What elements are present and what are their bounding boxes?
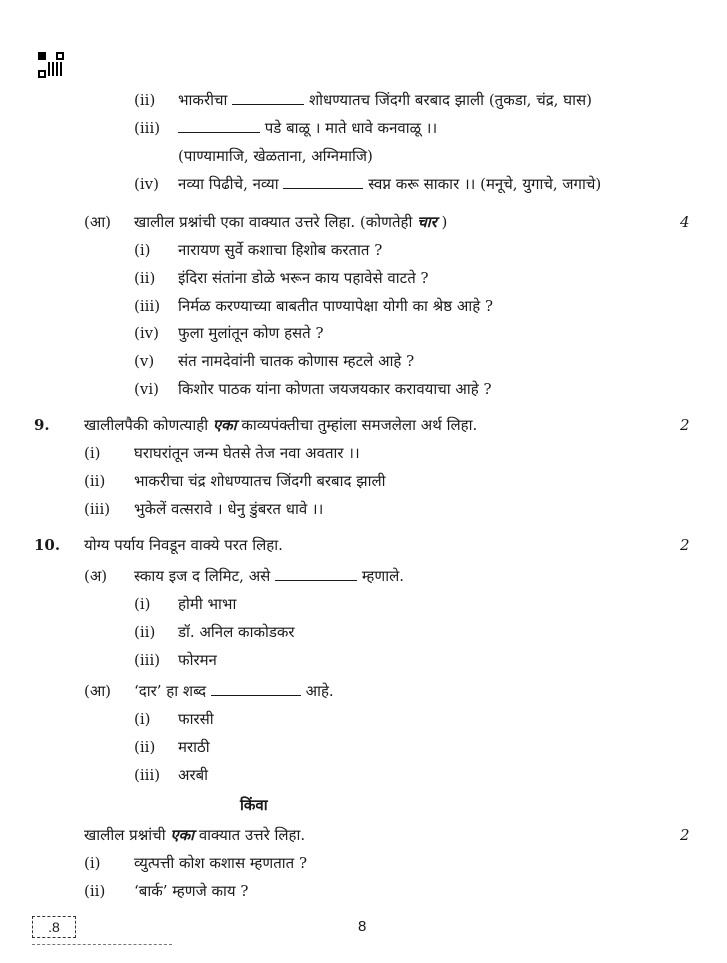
item-label: (i) [84,444,101,462]
question-instruction: खालीलपैकी कोणत्याही एका काव्यपंक्तीचा तुम्हांला समजलेला अर्थ लिहा. [84,416,478,434]
item-label: (ii) [84,472,106,490]
part-label: (अ) [84,567,108,585]
item-options: (पाण्यामाजि, खेळताना, अग्निमाजि) [178,147,373,165]
part-text: ‘दार’ हा शब्द आहे. [134,682,334,700]
fill-blank [283,174,363,189]
option-label: (ii) [134,738,156,756]
question-instruction: योग्य पर्याय निवडून वाक्ये परत लिहा. [84,536,283,554]
option-label: (iii) [134,766,161,784]
marks: 2 [680,536,690,554]
option-label: (i) [134,710,151,728]
item-text: घराघरांतून जन्म घेतसे तेज नवा अवतार ।। [134,444,360,462]
part-instruction: खालील प्रश्नांची एका वाक्यात उत्तरे लिहा. (कोणतेही चार ) [134,213,448,231]
page-number: 8 [358,918,367,935]
item-text: ‘बार्क’ म्हणजे काय ? [134,882,249,900]
item-text: पडे बाळू । माते धावे कनवाळू ।। [178,118,437,138]
item-label: (iii) [134,297,161,315]
option-text: मराठी [178,738,210,756]
item-text: नारायण सुर्वे कशाचा हिशोब करतात ? [178,241,383,259]
fill-blank [232,90,304,105]
option-text: फारसी [178,710,214,728]
alt-instruction: खालील प्रश्नांची एका वाक्यात उत्तरे लिहा. [84,826,306,844]
option-label: (ii) [134,623,156,641]
option-text: डॉ. अनिल काकोडकर [178,623,295,641]
part-label: (आ) [84,682,112,700]
item-text: भाकरीचा चंद्र शोधण्यातच जिंदगी बरबाद झाली [134,472,386,490]
item-label: (iv) [134,324,159,342]
item-text: संत नामदेवांनी चातक कोणास म्हटले आहे ? [178,352,415,370]
paper-code-box: .8 [32,916,76,938]
fill-blank [178,118,260,133]
item-label: (ii) [84,882,106,900]
item-label: (iii) [134,119,161,137]
footer-divider [32,944,172,945]
item-label: (iii) [84,500,111,518]
question-number: 9. [34,416,50,434]
item-text: व्युत्पत्ती कोश कशास म्हणतात ? [134,854,307,872]
or-label: किंवा [240,796,268,814]
option-label: (iii) [134,651,161,669]
marks: 4 [680,213,690,231]
item-text: फुला मुलांतून कोण हसते ? [178,324,324,342]
option-text: अरबी [178,766,209,784]
item-label: (iv) [134,175,159,193]
question-number: 10. [34,536,61,554]
item-text: निर्मळ करण्याच्या बाबतीत पाण्यापेक्षा योगी का श्रेष्ठ आहे ? [178,297,494,315]
item-label: (v) [134,352,155,370]
fill-blank [275,566,357,581]
item-label: (ii) [134,269,156,287]
qr-code-icon [38,52,64,78]
item-text: भाकरीचा शोधण्यातच जिंदगी बरबाद झाली (तुकडा, चंद्र, घास) [178,91,592,109]
item-text: नव्या पिढीचे, नव्या स्वप्न करू साकार ।। (मनूचे, युगाचे, जगाचे) [178,175,602,193]
fill-blank [211,681,301,696]
item-label: (vi) [134,380,159,398]
part-label: (आ) [84,213,112,231]
item-label: (i) [134,241,151,259]
marks: 2 [680,826,690,844]
option-text: फोरमन [178,651,217,669]
option-label: (i) [134,595,151,613]
item-text: भुकेलें वत्सरावे । धेनु डुंबरत धावे ।। [134,500,324,518]
item-text: इंदिरा संतांना डोळे भरून काय पहावेसे वाटते ? [178,269,429,287]
marks: 2 [680,416,690,434]
item-label: (i) [84,854,101,872]
part-text: स्काय इज द लिमिट, असे म्हणाले. [134,567,405,585]
item-text: किशोर पाठक यांना कोणता जयजयकार करावयाचा आहे ? [178,380,492,398]
item-label: (ii) [134,91,156,109]
option-text: होमी भाभा [178,595,237,613]
